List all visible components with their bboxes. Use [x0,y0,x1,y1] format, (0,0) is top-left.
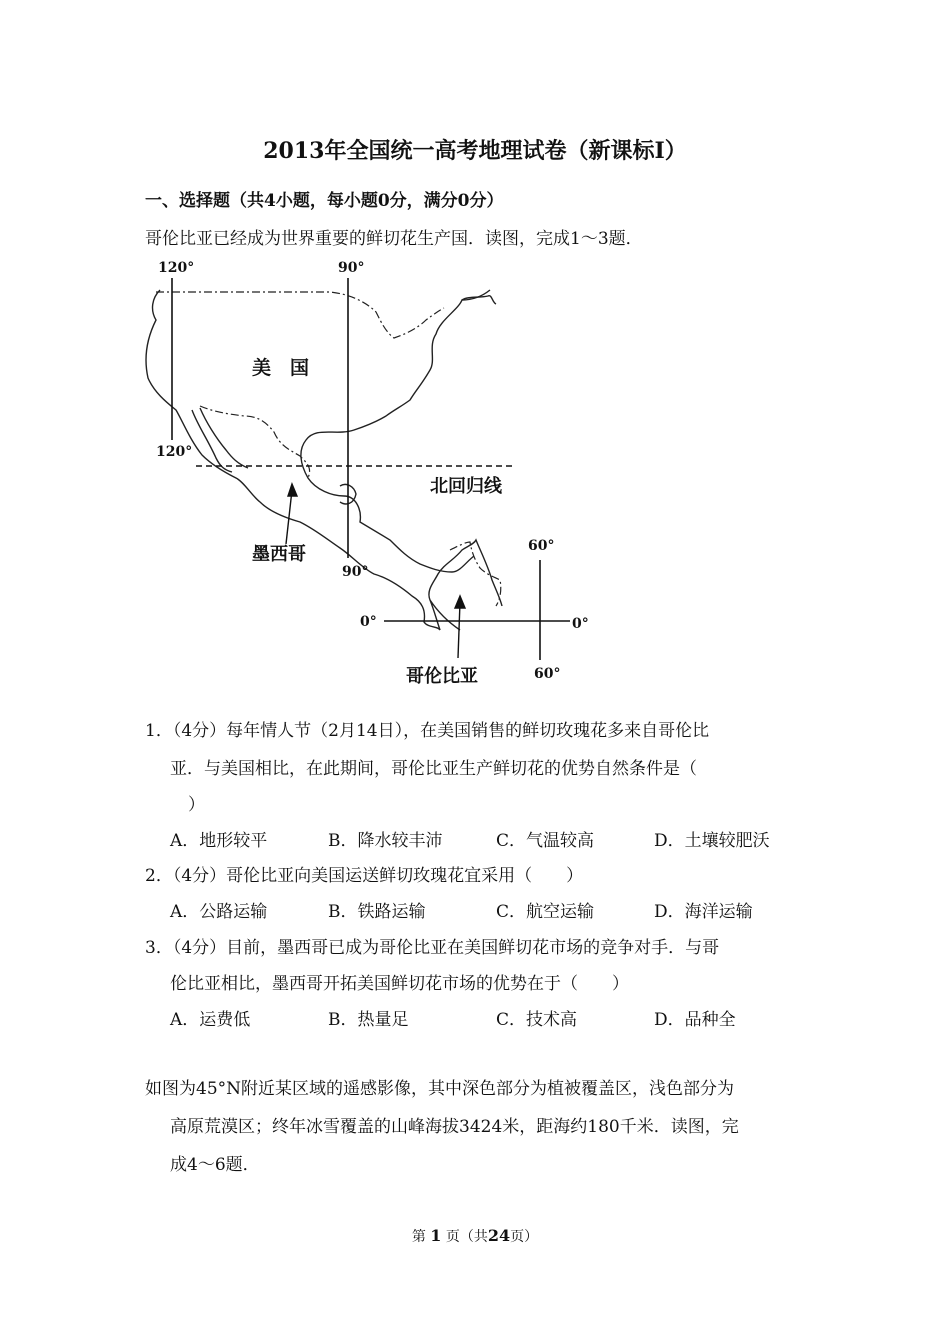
footer-middle: 页（共 [445,1229,488,1245]
question-2-option-a: A．公路运输 [170,902,268,922]
lon-90-top-label: 90° [338,260,365,276]
lat-0-right-label: 0° [572,616,589,632]
usa-label: 美 国 [252,357,310,379]
question-2-line-1: 2．（4分）哥伦比亚向美国运送鲜切玫瑰花宜采用（ ） [145,866,584,886]
intro-text: 哥伦比亚已经成为世界重要的鲜切花生产国．读图，完成1～3题． [145,229,643,249]
colombia-arrow-head [455,596,465,608]
question-3-line-2: 伦比亚相比，墨西哥开拓美国鲜切花市场的优势在于（ ） [170,974,629,994]
passage-line-1: 如图为45°N附近某区域的遥感影像，其中深色部分为植被覆盖区，浅色部分为 [145,1079,735,1099]
question-1-option-c: C．气温较高 [496,831,595,851]
lon-120-top-label: 120° [158,260,195,276]
americas-map [140,250,610,690]
question-1-line-2: 亚．与美国相比，在此期间，哥伦比亚生产鲜切花的优势自然条件是（ [170,759,697,779]
question-3-option-b: B．热量足 [328,1010,409,1030]
lon-90-bottom-label: 90° [342,564,369,580]
question-2-option-d: D．海洋运输 [654,902,753,922]
canada-border [156,292,444,338]
colombia-arrow [458,602,460,658]
question-3-option-a: A．运费低 [170,1010,251,1030]
question-3-option-d: D．品种全 [654,1010,736,1030]
passage-line-3: 成4～6题． [170,1155,260,1175]
tropic-label: 北回归线 [430,476,502,497]
question-1-line-3: ） [188,795,205,815]
page-footer [0,1226,950,1246]
lon-60-bottom-label: 60° [534,666,561,682]
east-coastline [301,290,490,572]
south-america-coast [429,540,502,630]
footer-suffix: 页） [510,1229,539,1245]
colombia-label: 哥伦比亚 [406,666,478,687]
lon-120-bottom-label: 120° [156,444,193,460]
section-heading: 一、选择题（共4小题，每小题0分，满分0分） [145,191,504,211]
passage-line-2: 高原荒漠区；终年冰雪覆盖的山峰海拔3424米，距海约180千米．读图，完 [170,1117,739,1137]
question-1-option-b: B．降水较丰沛 [328,831,443,851]
baja-coast [192,408,248,472]
question-3-line-1: 3．（4分）目前，墨西哥已成为哥伦比亚在美国鲜切花市场的竞争对手．与哥 [145,938,720,958]
lat-0-left-label: 0° [360,614,377,630]
lon-60-top-label: 60° [528,538,555,554]
mexico-arrow-head [288,484,297,496]
colombia-border [450,542,501,606]
question-3-option-c: C．技术高 [496,1010,578,1030]
page-title: 2013年全国统一高考地理试卷（新课标Ⅰ） [263,138,687,164]
footer-page-number: 1 [430,1226,442,1245]
mexico-label: 墨西哥 [252,544,306,565]
question-1-line-1: 1．（4分）每年情人节（2月14日），在美国销售的鲜切玫瑰花多来自哥伦比 [145,721,710,741]
question-1-option-a: A．地形较平 [170,831,268,851]
footer-prefix: 第 [411,1229,426,1245]
question-2-option-b: B．铁路运输 [328,902,426,922]
footer-total-pages: 24 [487,1226,511,1245]
west-coastline [146,290,440,630]
question-2-option-c: C．航空运输 [496,902,595,922]
question-1-option-d: D．土壤较肥沃 [654,831,770,851]
